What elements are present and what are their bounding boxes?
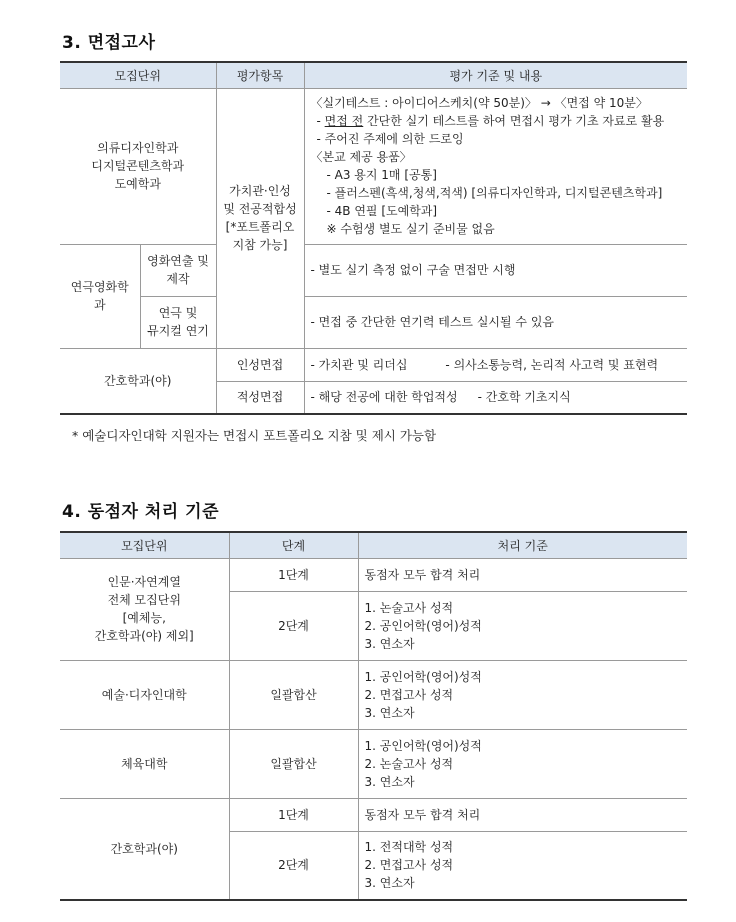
criteria-values-fit: 가치관·인성 및 전공적합성 [*포트폴리오 지참 가능] [216, 88, 304, 348]
film-directing-content: - 별도 실기 측정 없이 구술 면접만 시행 [304, 244, 687, 296]
sub-film-directing: 영화연출 및 제작 [140, 244, 216, 296]
unit-design-depts: 의류디자인학과 디지털콘텐츠학과 도예학과 [60, 88, 216, 244]
header-unit: 모집단위 [60, 532, 229, 558]
header-rule: 처리 기준 [358, 532, 687, 558]
arts-design-rule: 1. 공인어학(영어)성적 2. 면접고사 성적 3. 연소자 [358, 660, 687, 729]
item-personality-interview: 인성면접 [216, 348, 304, 381]
stage-1: 1단계 [229, 558, 358, 591]
header-unit: 모집단위 [60, 62, 216, 88]
stage-1-rule: 동점자 모두 합격 처리 [358, 558, 687, 591]
sub-acting: 연극 및 뮤지컬 연기 [140, 296, 216, 348]
unit-physical-education: 체육대학 [60, 729, 229, 798]
item-aptitude-interview: 적성면접 [216, 381, 304, 414]
stage-2-rule: 1. 전적대학 성적 2. 면접고사 성적 3. 연소자 [358, 831, 687, 900]
section4-title: 4. 동점자 처리 기준 [62, 502, 219, 522]
stage-combined: 일괄합산 [229, 660, 358, 729]
stage-2: 2단계 [229, 591, 358, 660]
stage-2-rule: 1. 논술고사 성적 2. 공인어학(영어)성적 3. 연소자 [358, 591, 687, 660]
tiebreak-table [60, 531, 687, 901]
stage-2: 2단계 [229, 831, 358, 900]
unit-arts-design: 예술·디자인대학 [60, 660, 229, 729]
unit-nursing: 간호학과(야) [60, 798, 229, 900]
stage-1: 1단계 [229, 798, 358, 831]
header-criteria: 평가 기준 및 내용 [304, 62, 687, 88]
sketch-test-content: 〈실기테스트 : 아이디어스케치(약 50분)〉 → 〈면접 약 10분〉 - 면접 전 간단한 실기 테스트를 하여 면접시 평가 기초 자료로 활용 - 주어진 주제에 의한 드로잉 〈본교 제공 용품〉 - A3 용지 1매 [공통] - 플러스펜(흑색,청색,적색) [의류디자인학과, 디지털콘텐츠학과] - 4B 연필 [도예학과] ※ 수험생 별도 실기 준비물 없음 [304, 88, 687, 244]
physical-education-rule: 1. 공인어학(영어)성적 2. 논술고사 성적 3. 연소자 [358, 729, 687, 798]
unit-humanities-science: 인문·자연계열 전체 모집단위 [예체능, 간호학과(야) 제외] [60, 558, 229, 660]
aptitude-content: - 해당 전공에 대한 학업적성 - 간호학 기초지식 [304, 381, 687, 414]
header-stage: 단계 [229, 532, 358, 558]
interview-table [60, 61, 687, 415]
header-item: 평가항목 [216, 62, 304, 88]
portfolio-note: * 예술디자인대학 지원자는 면접시 포트폴리오 지참 및 제시 가능함 [72, 428, 437, 443]
personality-content: - 가치관 및 리더십 - 의사소통능력, 논리적 사고력 및 표현력 [304, 348, 687, 381]
unit-theater-film: 연극영화학과 [60, 244, 140, 348]
acting-content: - 면접 중 간단한 연기력 테스트 실시될 수 있음 [304, 296, 687, 348]
unit-nursing: 간호학과(야) [60, 348, 216, 414]
section3-title: 3. 면접고사 [62, 33, 156, 53]
stage-1-rule: 동점자 모두 합격 처리 [358, 798, 687, 831]
stage-combined: 일괄합산 [229, 729, 358, 798]
